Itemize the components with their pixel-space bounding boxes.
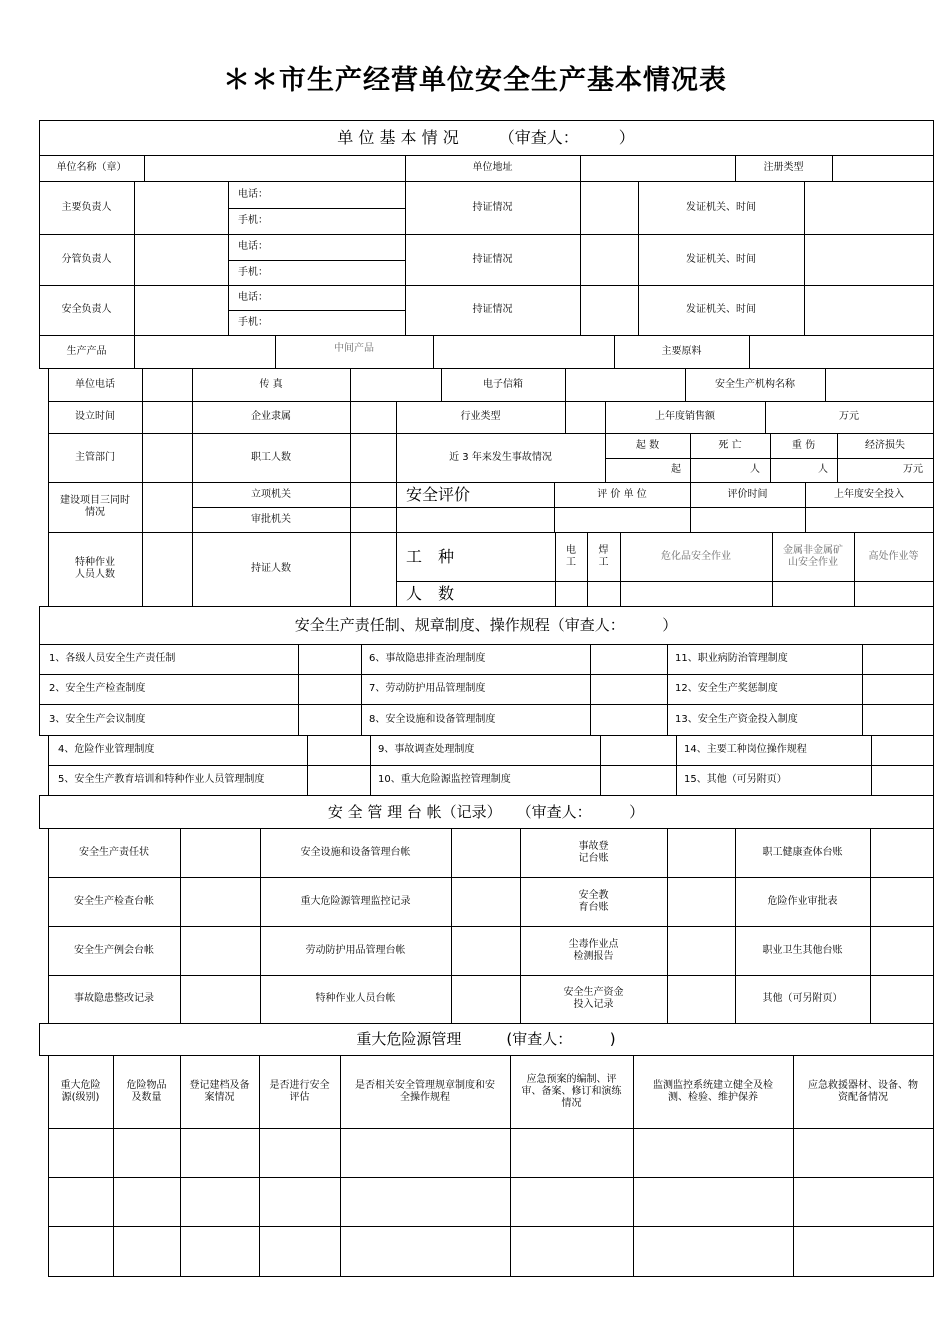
regulation-item: 13、安全生产资金投入制度 [675,713,798,725]
ledger-item: 劳动防护用品管理台帐 [305,944,406,956]
ledger-item: 职业卫生其他台账 [762,944,843,956]
label: 电 工 [566,544,576,568]
label: 危化品安全作业 [661,550,731,562]
regulation-check[interactable] [863,705,932,734]
grid-line [142,401,143,433]
hazard-cell[interactable] [794,1129,932,1176]
grid-line [39,335,934,336]
ledger-check[interactable] [668,927,734,974]
ledger-check[interactable] [452,878,519,925]
hazard-cell[interactable] [794,1227,932,1275]
label: 近 3 年来发生事故情况 [449,451,552,463]
regulation-check[interactable] [863,675,932,703]
ledger-check[interactable] [181,927,259,974]
grid-line [350,401,351,433]
grid-line [933,368,934,606]
regulation-check[interactable] [299,675,360,703]
regulation-check[interactable] [601,766,675,794]
label: 高处作业等 [868,550,919,562]
hazard-cell[interactable] [49,1178,112,1225]
grid-line [804,181,805,234]
hazard-cell[interactable] [341,1227,509,1275]
hazard-cell[interactable] [181,1178,258,1225]
grid-line [580,234,581,285]
label: 单位电话 [75,378,115,390]
unit-address-field[interactable] [581,156,734,180]
label: 主要原料 [661,345,702,357]
label: 人 数 [406,583,455,603]
ledger-item: 事故隐患整改记录 [74,993,154,1004]
hazard-cell[interactable] [114,1129,179,1176]
hazard-column-header: 监测监控系统建立健全及检 测、检验、维护保养 [653,1079,773,1103]
ledger-item: 安全生产资金 投入记录 [563,987,624,1010]
label: 电话： [238,241,268,252]
hazard-cell[interactable] [49,1129,112,1176]
label: 评价时间 [727,488,768,500]
label: 持证情况 [472,253,513,265]
hazard-cell[interactable] [260,1178,339,1225]
hazard-column-header: 重大危险 源(级别) [60,1079,101,1103]
grid-line [142,532,143,606]
page-title: ＊＊市生产经营单位安全生产基本情况表 [223,65,727,96]
label: 审批机关 [251,513,291,525]
hazard-column-header: 应急预案的编制、评 审、备案、修订和演练 情况 [521,1073,622,1109]
label: 传 真 [259,378,283,390]
regulation-check[interactable] [299,645,360,673]
regulation-item: 7、劳动防护用品管理制度 [369,683,486,694]
grid-line [142,368,143,401]
label: 重 伤 [791,439,816,451]
grid-line [565,401,566,433]
label: 职工人数 [251,451,291,463]
hazard-cell[interactable] [511,1178,632,1225]
grid-line [933,606,934,644]
regulation-check[interactable] [863,645,932,673]
label: 人 [818,464,828,475]
label: 行业类型 [460,411,501,422]
ledger-check[interactable] [181,829,259,876]
section-header: 安全生产责任制、规章制度、操作规程（审查人： ） [294,616,678,634]
label: 持证情况 [472,304,513,315]
hazard-cell[interactable] [260,1227,339,1275]
ledger-item: 安全设施和设备管理台帐 [300,846,411,858]
hazard-cell[interactable] [260,1129,339,1176]
label: 安全评价 [406,484,471,504]
ledger-item: 事故登 记台账 [578,840,609,864]
hazard-cell[interactable] [511,1129,632,1176]
hazard-cell[interactable] [49,1227,112,1275]
label: 注册类型 [763,162,804,173]
label: 起 数 [635,439,660,451]
ledger-item: 安全教 育台账 [578,889,609,913]
ledger-check[interactable] [452,829,519,876]
regulation-item: 4、危险作业管理制度 [58,744,155,755]
label: 评 价 单 位 [597,488,647,500]
grid-line [48,1276,934,1277]
regulation-check[interactable] [872,766,932,794]
grid-line [933,795,934,828]
ledger-item: 其他（可另附页） [762,993,843,1004]
regulation-item: 1、各级人员安全生产责任制 [49,653,176,664]
regulation-item: 12、安全生产奖惩制度 [675,683,778,694]
ledger-item: 尘毒作业点 检测报告 [568,938,619,962]
ledger-check[interactable] [181,976,259,1022]
label: 持证情况 [472,201,513,213]
regulation-item: 14、主要工种岗位操作规程 [684,744,807,755]
ledger-check[interactable] [668,829,734,876]
ledger-item: 职工健康查体台账 [762,846,843,858]
label: 手机： [238,316,268,328]
grid-line [933,120,934,368]
grid-line [350,368,351,401]
hazard-column-header: 是否进行安全 评估 [269,1079,330,1103]
regulation-check[interactable] [308,736,369,764]
grid-line [933,1055,934,1276]
grid-line [804,285,805,335]
regulation-check[interactable] [872,736,932,764]
label: 安全负责人 [61,304,112,315]
regulation-check[interactable] [591,705,666,734]
hazard-column-header: 登记建档及备 案情况 [189,1079,250,1103]
ledger-check[interactable] [871,829,932,876]
label: 主管部门 [75,451,115,463]
grid-line [134,335,135,368]
hazard-cell[interactable] [341,1129,509,1176]
hazard-column-header: 应急救援器材、设备、物 资配备情况 [808,1079,918,1103]
label: 单位地址 [472,162,513,173]
grid-line [433,335,434,368]
regulation-item: 9、事故调查处理制度 [378,744,475,755]
grid-line [749,335,750,368]
ledger-check[interactable] [871,878,932,925]
label: 特种作业 人员人数 [75,557,115,580]
label: 经济损失 [865,439,905,451]
hazard-cell[interactable] [634,1129,792,1176]
label: 建设项目三同时 情况 [60,495,130,518]
label: 上年度安全投入 [834,488,904,500]
unit-name-field[interactable] [145,156,404,180]
ledger-item: 危险作业审批表 [767,895,838,907]
regulation-check[interactable] [299,705,360,734]
hazard-cell[interactable] [634,1227,792,1275]
reg-type-field[interactable] [833,156,932,180]
regulation-check[interactable] [601,736,675,764]
label: 死 亡 [718,439,742,451]
label: 手机： [238,215,268,226]
ledger-check[interactable] [668,976,734,1022]
hazard-cell[interactable] [181,1227,258,1275]
grid-line [933,1023,934,1055]
grid-line [825,368,826,401]
label: 金属非金属矿 山安全作业 [783,544,843,568]
regulation-item: 6、事故隐患排查治理制度 [369,653,486,664]
label: 分管负责人 [61,253,112,265]
label: 人 [750,464,760,475]
regulation-check[interactable] [591,675,666,703]
label: 焊 工 [598,544,609,568]
label: 设立时间 [75,411,115,422]
label: 万元 [903,464,923,475]
ledger-check[interactable] [181,878,259,925]
hazard-column-header: 是否相关安全管理规章制度和安 全操作规程 [355,1079,495,1103]
label: 主要负责人 [61,201,112,213]
ledger-check[interactable] [871,976,932,1022]
regulation-item: 15、其他（可另附页） [684,774,787,785]
label: 立项机关 [251,488,291,500]
grid-line [804,234,805,285]
hazard-cell[interactable] [634,1178,792,1225]
label: 工 种 [406,546,455,566]
label: 起 [671,464,681,475]
hazard-column-header: 危险物品 及数量 [126,1079,167,1103]
leader-name-field[interactable] [135,182,227,233]
grid-line [350,433,351,482]
label: 电话： [238,188,268,200]
regulation-item: 3、安全生产会议制度 [49,713,146,725]
label: 单位名称（章） [56,162,127,173]
grid-line [350,532,351,606]
hazard-cell[interactable] [794,1178,932,1225]
ledger-check[interactable] [871,927,932,974]
regulation-item: 10、重大危险源监控管理制度 [378,774,511,785]
label: 企业隶属 [251,411,291,422]
label: 万元 [839,411,859,422]
ledger-item: 特种作业人员台帐 [315,993,396,1004]
grid-line [565,368,566,401]
label: 生产产品 [66,345,107,357]
hazard-cell[interactable] [114,1227,179,1275]
section-header: 安 全 管 理 台 帐（记录） （审查人： ） [327,802,645,821]
ledger-item: 安全生产检查台帐 [74,895,154,907]
ledger-item: 安全生产责任状 [79,846,149,858]
hazard-cell[interactable] [114,1178,179,1225]
section-header: 重大危险源管理 (审查人： ) [356,1030,616,1048]
label: 持证人数 [251,563,291,574]
grid-line [580,285,581,335]
regulation-check[interactable] [591,645,666,673]
leader-name-field[interactable] [135,235,227,284]
ledger-item: 安全生产例会台帐 [74,944,154,956]
label: 电话： [238,291,268,303]
label: 中间产品 [334,342,374,354]
label: 手机： [238,266,268,278]
regulation-item: 5、安全生产教育培训和特种作业人员管理制度 [58,774,265,785]
hazard-cell[interactable] [511,1227,632,1275]
regulation-check[interactable] [308,766,369,794]
regulation-item: 8、安全设施和设备管理制度 [369,713,496,725]
label: 安全生产机构名称 [715,378,795,390]
label: 发证机关、时间 [686,201,756,213]
hazard-cell[interactable] [341,1178,509,1225]
label: 电子信箱 [483,378,523,390]
grid-line [142,482,143,532]
grid-line [933,644,934,735]
ledger-check[interactable] [668,878,734,925]
ledger-check[interactable] [452,976,519,1022]
leader-name-field[interactable] [135,286,227,334]
regulation-item: 11、职业病防治管理制度 [675,653,788,664]
ledger-item: 重大危险源管理监控记录 [300,895,411,907]
label: 发证机关、时间 [686,253,756,265]
label: 上年度销售额 [655,411,715,422]
hazard-cell[interactable] [181,1129,258,1176]
regulation-item: 2、安全生产检查制度 [49,683,146,694]
ledger-check[interactable] [452,927,519,974]
grid-line [580,181,581,234]
grid-line [142,433,143,482]
label: 发证机关、时间 [686,304,756,315]
section-header: 单 位 基 本 情 况 （审查人： ） [337,127,635,147]
